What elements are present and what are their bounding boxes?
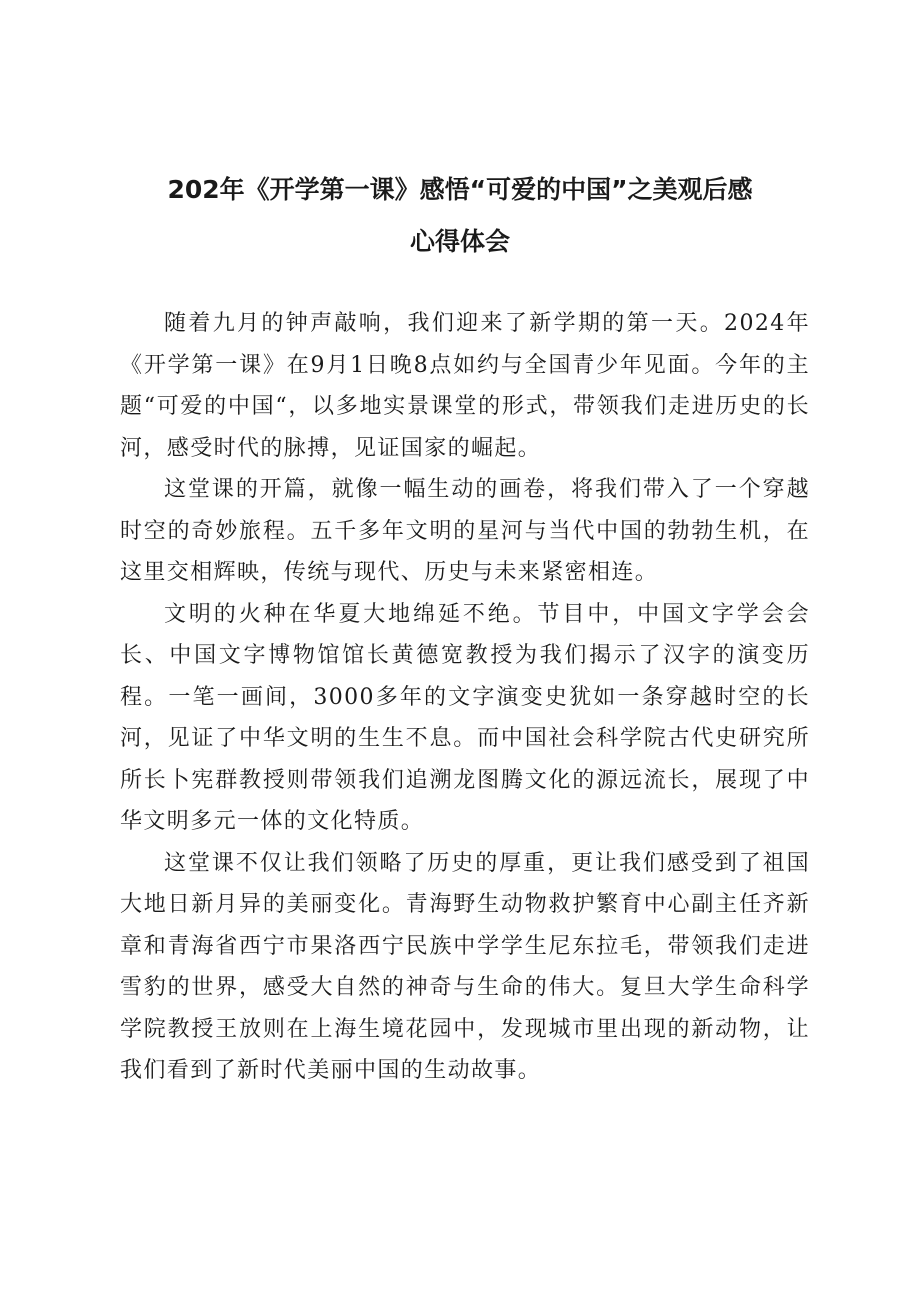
paragraph-3: 文明的火种在华夏大地绵延不绝。节目中，中国文字学会会长、中国文字博物馆馆长黄德宽教授为我们揭示了汉字的演变历程。一笔一画间，3000多年的文字演变史犹如一条穿越时空的长河，见证了中华文明的生生不息。而中国社会科学院古代史研究所所长卜宪群教授则带领我们追溯龙图腾文化的源远流长，展现了中华文明多元一体的文化特质。 bbox=[120, 601, 810, 834]
paragraph-2: 这堂课的开篇，就像一幅生动的画卷，将我们带入了一个穿越时空的奇妙旅程。五千多年文明的星河与当代中国的勃勃生机，在这里交相辉映，传统与现代、历史与未来紧密相连。 bbox=[120, 477, 810, 585]
document-body bbox=[120, 303, 810, 1092]
paragraph-4: 这堂课不仅让我们领略了历史的厚重，更让我们感受到了祖国大地日新月异的美丽变化。青海野生动物救护繁育中心副主任齐新章和青海省西宁市果洛西宁民族中学学生尼东拉毛，带领我们走进雪豹的世界，感受大自然的神奇与生命的伟大。复旦大学生命科学学院教授王放则在上海生境花园中，发现城市里出现的新动物，让我们看到了新时代美丽中国的生动故事。 bbox=[120, 850, 810, 1083]
document-title-line-2: 心得体会 bbox=[409, 227, 510, 256]
paragraph-1: 随着九月的钟声敲响，我们迎来了新学期的第一天。2024年《开学第一课》在9月1日晚8点如约与全国青少年见面。今年的主题“可爱的中国“，以多地实景课堂的形式，带领我们走进历史的长河，感受时代的脉搏，见证国家的崛起。 bbox=[120, 311, 810, 461]
document-title-line-1: 202年《开学第一课》感悟“可爱的中国”之美观后感 bbox=[167, 175, 753, 204]
